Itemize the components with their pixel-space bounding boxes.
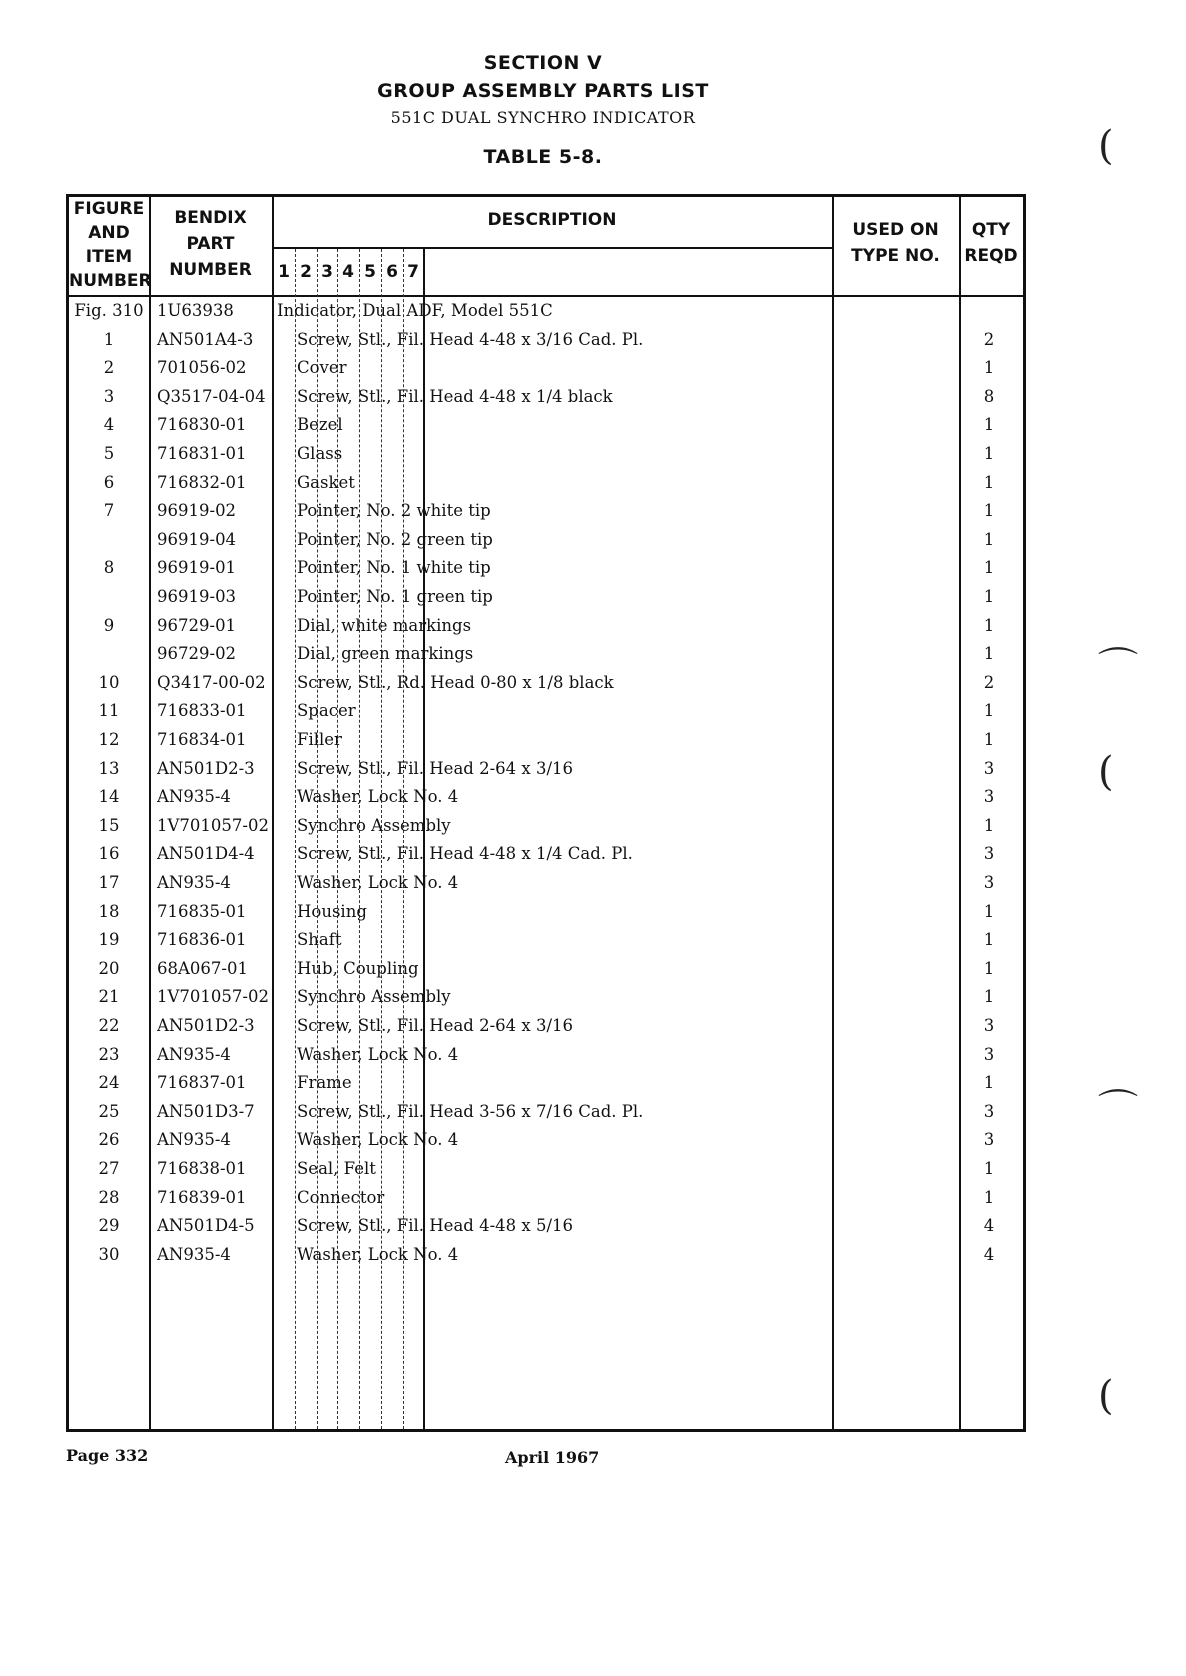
table-row [69,1069,1023,1098]
part-description: Screw, Stl., Fil. Head 4-48 x 5/16 [297,1216,574,1236]
part-number: 68A067-01 [157,958,248,978]
table-row [69,983,1023,1012]
indent-level-3: 3 [321,262,333,282]
part-description: Screw, Stl., Fil. Head 3-56 x 7/16 Cad. Pl. [297,1101,644,1121]
quantity-required: 1 [983,501,995,521]
part-number: 716839-01 [157,1187,247,1207]
indent-level-2: 2 [300,262,312,282]
quantity-required: 3 [983,1044,995,1064]
quantity-required: 4 [983,1244,995,1264]
part-description: Screw, Stl., Fil. Head 2-64 x 3/16 [297,1016,574,1035]
table-row [69,469,1023,498]
part-description: Connector [297,1187,385,1207]
part-description: Gasket [297,472,355,492]
quantity-required: 1 [983,444,995,463]
table-row [69,755,1023,784]
quantity-required: 1 [983,901,995,921]
quantity-required: 3 [983,787,995,807]
table-row [69,898,1023,927]
table-row [69,411,1023,440]
figure-item-number: 27 [98,1159,120,1178]
quantity-required: 1 [983,1159,995,1178]
part-number: AN501D4-5 [157,1216,255,1236]
part-number: 1V701057-02 [157,987,269,1007]
quantity-required: 1 [983,1187,995,1207]
table-row [69,1241,1023,1270]
page-title: GROUP ASSEMBLY PARTS LIST [377,80,709,102]
part-number: 716837-01 [157,1073,247,1093]
indent-level-6: 6 [386,262,398,282]
part-description: Washer, Lock No. 4 [297,1130,459,1150]
parts-list-table [66,194,1026,1432]
part-number: AN935-4 [157,1244,231,1264]
part-description: Washer, Lock No. 4 [297,1244,459,1264]
figure-item-number: 1 [103,329,115,349]
table-row [69,526,1023,555]
quantity-required: 8 [983,386,995,406]
figure-item-header [69,197,152,293]
quantity-required: 1 [983,730,995,749]
quantity-required: 1 [983,529,995,549]
bendix-part-header [149,205,272,283]
table-row [69,812,1023,841]
page-subtitle: 551C DUAL SYNCHRO INDICATOR [390,108,696,127]
quantity-required: 1 [983,558,995,578]
part-number: 716832-01 [157,472,247,492]
quantity-required: 2 [983,672,995,692]
figure-item-number: 29 [98,1216,120,1236]
section-title: SECTION V [483,52,603,74]
part-number: AN935-4 [157,1130,231,1150]
part-number: Q3517-04-04 [157,386,266,406]
part-number: 96729-02 [157,644,237,664]
binder-hole-mark: ( [1098,749,1114,795]
binder-hole-mark: ( [1098,1373,1114,1419]
figure-item-number: 11 [98,701,120,721]
figure-item-number: 22 [98,1016,120,1035]
table-row [69,1184,1023,1213]
part-description: Indicator, Dual ADF, Model 551C [277,301,553,320]
figure-item-number: 17 [98,873,120,892]
part-number: 716831-01 [157,444,247,463]
binder-hole-mark: ⌒ [1098,645,1138,691]
figure-item-number: 15 [98,815,120,835]
part-number: 1V701057-02 [157,815,269,835]
part-number: 716835-01 [157,901,247,921]
figure-item-number: 25 [98,1101,120,1121]
part-description: Shaft [297,930,342,950]
figure-item-number: 9 [103,615,115,635]
figure-item-number: 16 [98,844,120,864]
table-row [69,440,1023,469]
part-description: Washer, Lock No. 4 [297,787,459,807]
part-number: 96919-03 [157,587,237,606]
indent-level-4: 4 [342,262,354,282]
part-description: Washer, Lock No. 4 [297,873,459,892]
part-description: Pointer, No. 2 white tip [297,501,491,521]
part-description: Cover [297,358,347,378]
header-line: TYPE NO. [851,246,940,266]
part-number: AN935-4 [157,873,231,892]
part-number: 96919-01 [157,558,237,578]
table-row [69,1212,1023,1241]
table-row [69,1155,1023,1184]
indent-level-1: 1 [278,262,290,282]
figure-item-number: 2 [103,358,115,378]
quantity-required: 3 [983,1130,995,1150]
table-row [69,497,1023,526]
figure-item-number: 5 [103,444,115,463]
table-row [69,669,1023,698]
quantity-required: 1 [983,358,995,378]
part-description: Filler [297,730,342,749]
part-description: Screw, Stl., Fil. Head 4-48 x 3/16 Cad. Pl. [297,329,644,349]
header-line: NUMBER [169,260,252,280]
figure-item-number: 13 [98,758,120,778]
part-number: 716833-01 [157,701,247,721]
part-description: Dial, white markings [297,615,472,635]
table-row [69,326,1023,355]
qty-header [959,217,1023,269]
part-number: 1U63938 [157,301,234,320]
figure-item-number: 24 [98,1073,120,1093]
quantity-required: 3 [983,873,995,892]
figure-item-number: 4 [103,415,115,435]
table-row [69,612,1023,641]
part-description: Glass [297,444,343,463]
quantity-required: 1 [983,644,995,664]
part-number: AN501D3-7 [157,1101,255,1121]
figure-item-number: 7 [103,501,115,521]
page-number: Page 332 [66,1446,149,1465]
indent-level-5: 5 [364,262,376,282]
header-line: BENDIX [174,208,247,228]
part-description: Screw, Stl., Fil. Head 4-48 x 1/4 Cad. Pl. [297,844,633,864]
part-number: Q3417-00-02 [157,672,266,692]
part-description: Dial, green markings [297,644,474,664]
quantity-required: 1 [983,615,995,635]
part-number: 716836-01 [157,930,247,950]
figure-item-number: 6 [103,472,115,492]
part-number: AN501D2-3 [157,1016,255,1035]
figure-item-number: 12 [98,730,120,749]
figure-item-number: Fig. 310 [74,301,144,320]
part-number: AN935-4 [157,787,231,807]
part-number: 96919-04 [157,529,237,549]
header-line: AND [88,223,130,243]
figure-item-number: 30 [98,1244,120,1264]
part-description: Synchro Assembly [297,815,451,835]
quantity-required: 1 [983,415,995,435]
table-row [69,926,1023,955]
quantity-required: 3 [983,1101,995,1121]
table-row [69,583,1023,612]
part-number: 716830-01 [157,415,247,435]
quantity-required: 1 [983,587,995,606]
table-row [69,697,1023,726]
part-description: Washer, Lock No. 4 [297,1044,459,1064]
figure-item-number: 18 [98,901,120,921]
table-row [69,1041,1023,1070]
table-row [69,640,1023,669]
part-number: AN501D4-4 [157,844,255,864]
part-description: Spacer [297,701,356,721]
part-description: Hub, Coupling [297,958,419,978]
header-line: ITEM [85,247,133,267]
table-row [69,783,1023,812]
quantity-required: 4 [983,1216,995,1236]
part-description: Pointer, No. 1 white tip [297,558,491,578]
quantity-required: 1 [983,815,995,835]
quantity-required: 2 [983,329,995,349]
description-header: DESCRIPTION [487,210,617,230]
table-row [69,383,1023,412]
quantity-required: 1 [983,987,995,1007]
binder-hole-mark: ( [1098,123,1114,169]
part-description: Screw, Stl., Rd. Head 0-80 x 1/8 black [297,672,614,692]
table-label: TABLE 5-8. [483,146,603,168]
part-description: Pointer, No. 1 green tip [297,587,493,606]
part-number: 701056-02 [157,358,247,378]
figure-item-number: 3 [103,386,115,406]
quantity-required: 1 [983,958,995,978]
part-description: Seal, Felt [297,1159,376,1178]
figure-item-number: 21 [98,987,120,1007]
used-on-header [832,217,959,269]
header-line: QTY [971,220,1011,240]
quantity-required: 3 [983,758,995,778]
part-description: Housing [297,901,367,921]
indent-level-7: 7 [407,262,419,282]
table-row [69,869,1023,898]
table-row [69,354,1023,383]
part-number: 96919-02 [157,501,237,521]
figure-item-number: 10 [98,672,120,692]
header-line: FIGURE [73,199,145,219]
part-number: 96729-01 [157,615,237,635]
part-number: AN935-4 [157,1044,231,1064]
table-row [69,1126,1023,1155]
quantity-required: 1 [983,930,995,950]
binder-hole-mark: ⌒ [1098,1087,1138,1133]
table-row [69,840,1023,869]
figure-item-number: 28 [98,1187,120,1207]
table-row [69,554,1023,583]
header-line: REQD [964,246,1018,266]
figure-item-number: 23 [98,1044,120,1064]
quantity-required: 1 [983,472,995,492]
part-number: 716834-01 [157,730,247,749]
table-row [69,1098,1023,1127]
publication-date: April 1967 [505,1448,600,1467]
part-description: Screw, Stl., Fil. Head 2-64 x 3/16 [297,758,574,778]
part-description: Screw, Stl., Fil. Head 4-48 x 1/4 black [297,386,613,406]
quantity-required: 3 [983,1016,995,1035]
part-description: Frame [297,1073,352,1093]
table-row [69,726,1023,755]
part-description: Synchro Assembly [297,987,451,1007]
quantity-required: 1 [983,701,995,721]
figure-item-number: 26 [98,1130,120,1150]
figure-item-number: 19 [98,930,120,950]
part-number: AN501A4-3 [157,329,254,349]
table-row [69,297,1023,326]
part-number: AN501D2-3 [157,758,255,778]
quantity-required: 1 [983,1073,995,1093]
figure-item-number: 20 [98,958,120,978]
part-description: Pointer, No. 2 green tip [297,529,493,549]
figure-item-number: 14 [98,787,120,807]
header-line: NUMBER [69,271,152,291]
part-description: Bezel [297,415,343,435]
part-number: 716838-01 [157,1159,247,1178]
table-row [69,955,1023,984]
header-line: PART [186,234,235,254]
header-line: USED ON [852,220,939,240]
figure-item-number: 8 [103,558,115,578]
quantity-required: 3 [983,844,995,864]
table-row [69,1012,1023,1041]
